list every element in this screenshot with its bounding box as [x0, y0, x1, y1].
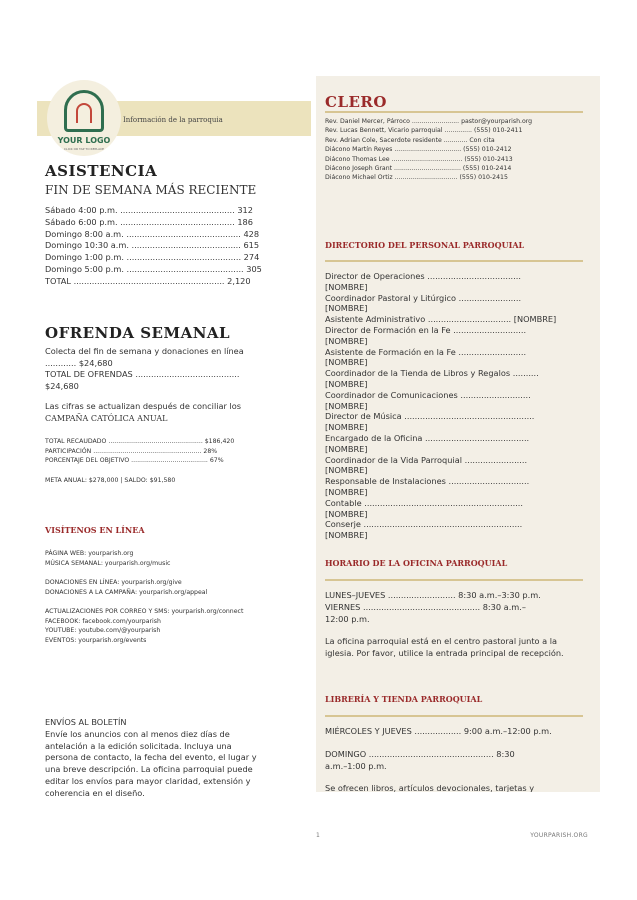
list-item: Domingo 5:00 p.m. ............................................. 305 [45, 263, 262, 274]
link[interactable]: EVENTOS: yourparish.org/events [45, 636, 147, 644]
logo-text: YOUR LOGO [57, 136, 111, 145]
bulletin-text: Envíe los anuncios con al menos diez días de antelación a la edición solicitada. Incluya una persona de contacto, la fecha del evento, el lugar y una breve descripción. La oficina parroquial puede editar los envíos para mayor claridad, extensión y coherencia en el diseño. [45, 729, 257, 798]
link[interactable]: DONACIONES EN LÍNEA: yourparish.org/give [45, 579, 182, 586]
offering-total: TOTAL DE OFRENDAS ........................................ $24,680 [45, 369, 240, 391]
list-item: Director de Operaciones .................................... [NOMBRE] [325, 271, 521, 292]
list-item: Coordinador Pastoral y Litúrgico ........................ [NOMBRE] [325, 292, 522, 314]
list-item: Domingo 10:30 a.m. .......................................... 615 [45, 240, 260, 251]
attendance-title: ASISTENCIA [45, 162, 158, 180]
online-group-1 [45, 549, 170, 568]
list-item: Diácono Martín Reyes .................................. (555) 010-2412 [325, 146, 512, 154]
staff-title: DIRECTORIO DEL PERSONAL PARROQUIAL [325, 240, 525, 250]
list-item: Contable ............................................................. [NOMBRE] [325, 497, 524, 519]
online-group-2 [45, 578, 207, 597]
office-hours-line-2: VIERNES ............................................. 8:30 a.m.–12:00 p.m. [325, 602, 526, 624]
link[interactable]: YOUTUBE: youtube.com/@yourparish [45, 627, 161, 634]
office-hours-note: La oficina parroquial está en el centro pastoral junto a la iglesia. Por favor, utilice la entrada principal de recepción. [325, 636, 564, 658]
offering-title: OFRENDA SEMANAL [45, 324, 231, 342]
bookstore-title: LIBRERÍA Y TIENDA PARROQUIAL [325, 694, 483, 704]
church-arch-icon [64, 90, 104, 132]
clergy-title: CLERO [325, 93, 387, 111]
divider [325, 260, 583, 262]
list-item: Coordinador de Comunicaciones ........................... [NOMBRE] [325, 389, 531, 411]
office-hours-title: HORARIO DE LA OFICINA PARROQUIAL [325, 558, 508, 568]
link[interactable]: FACEBOOK: facebook.com/yourparish [45, 617, 161, 625]
offering-note: Las cifras se actualizan después de conciliar los [45, 401, 242, 411]
office-hours-line-1: LUNES–JUEVES .......................... 8:30 a.m.–3:30 p.m. [325, 590, 541, 600]
list-item: PORCENTAJE DEL OBJETIVO ....................................... 67% [45, 457, 224, 464]
bookstore-note: Se ofrecen libros, artículos devocionales, tarjetas y [325, 783, 535, 792]
attendance-list [45, 205, 262, 288]
list-item: PARTICIPACIÓN ....................................................... 28% [45, 447, 218, 455]
campaign-goal: META ANUAL: $278,000 | SALDO: $91,580 [45, 477, 176, 484]
online-title: VISÍTENOS EN LÍNEA [45, 525, 145, 535]
offering-collection: Colecta del fin de semana y donaciones en línea ............ $24,680 [45, 346, 244, 368]
online-group-3 [45, 607, 243, 645]
list-item: TOTAL RECAUDADO ................................................ $186,420 [45, 438, 235, 445]
list-item: Coordinador de la Vida Parroquial ........................ [NOMBRE] [325, 454, 528, 476]
bookstore-line-2: DOMINGO ................................................ 8:30 a.m.–1:00 p.m. [325, 749, 515, 771]
logo-subtext: CLICK OR TAP TO REPLACE [63, 147, 105, 151]
logo[interactable] [47, 80, 121, 156]
footer-site[interactable]: YOURPARISH.ORG [530, 832, 588, 839]
list-item: Rev. Adrian Cole, Sacerdote residente ............ Con cita [325, 136, 495, 144]
campaign-label: CAMPAÑA CATÓLICA ANUAL [45, 414, 168, 423]
list-item: Coordinador de la Tienda de Libros y Regalos .......... [NOMBRE] [325, 368, 539, 389]
bulletin-title: ENVÍOS AL BOLETÍN [45, 717, 127, 727]
list-item: Asistente Administrativo ................................ [NOMBRE] [325, 314, 557, 325]
page-number: 1 [316, 832, 320, 839]
list-item: TOTAL .......................................................... 2,120 [45, 275, 251, 286]
staff-list [325, 271, 565, 541]
list-item: Domingo 8:00 a.m. ............................................ 428 [45, 228, 260, 239]
list-item: Sábado 6:00 p.m. ............................................ 186 [45, 216, 253, 227]
divider [325, 715, 583, 717]
list-item: Asistente de Formación en la Fe .......................... [NOMBRE] [325, 346, 527, 368]
list-item: Diácono Thomas Lee .................................... (555) 010-2413 [325, 155, 513, 163]
list-item: Domingo 1:00 p.m. ............................................ 274 [45, 252, 260, 263]
list-item: Rev. Lucas Bennett, Vicario parroquial .............. (555) 010-2411 [325, 127, 523, 135]
list-item: Responsable de Instalaciones ............................... [NOMBRE] [325, 476, 530, 497]
parish-info-label: Información de la parroquia [123, 116, 223, 124]
list-item: Director de Música .................................................. [NOMBRE] [325, 411, 535, 433]
campaign-stats [45, 437, 234, 466]
list-item: Conserje ............................................................. [NOMBRE] [325, 519, 523, 541]
door-icon [76, 103, 92, 123]
link[interactable]: MÚSICA SEMANAL: yourparish.org/music [45, 559, 171, 567]
bookstore-line-1: MIÉRCOLES Y JUEVES .................. 9:00 a.m.–12:00 p.m. [325, 726, 552, 736]
right-panel [316, 76, 600, 792]
list-item: Director de Formación en la Fe ............................ [NOMBRE] [325, 324, 527, 346]
list-item: Sábado 4:00 p.m. ............................................ 312 [45, 205, 253, 215]
link[interactable]: DONACIONES A LA CAMPAÑA: yourparish.org/appeal [45, 588, 208, 596]
attendance-subtitle: FIN DE SEMANA MÁS RECIENTE [45, 183, 257, 197]
divider [325, 579, 583, 581]
link[interactable]: ACTUALIZACIONES POR CORREO Y SMS: yourparish.org/connect [45, 608, 244, 615]
divider [325, 111, 583, 113]
link[interactable]: PÁGINA WEB: yourparish.org [45, 550, 134, 557]
list-item: Encargado de la Oficina ........................................ [NOMBRE] [325, 432, 530, 454]
clergy-list [325, 117, 532, 183]
list-item: Diácono Michael Ortiz ................................ (555) 010-2415 [325, 174, 508, 182]
list-item: Rev. Daniel Mercer, Párroco ........................ pastor@yourparish.org [325, 118, 533, 125]
list-item: Diácono Joseph Grant .................................. (555) 010-2414 [325, 165, 512, 173]
